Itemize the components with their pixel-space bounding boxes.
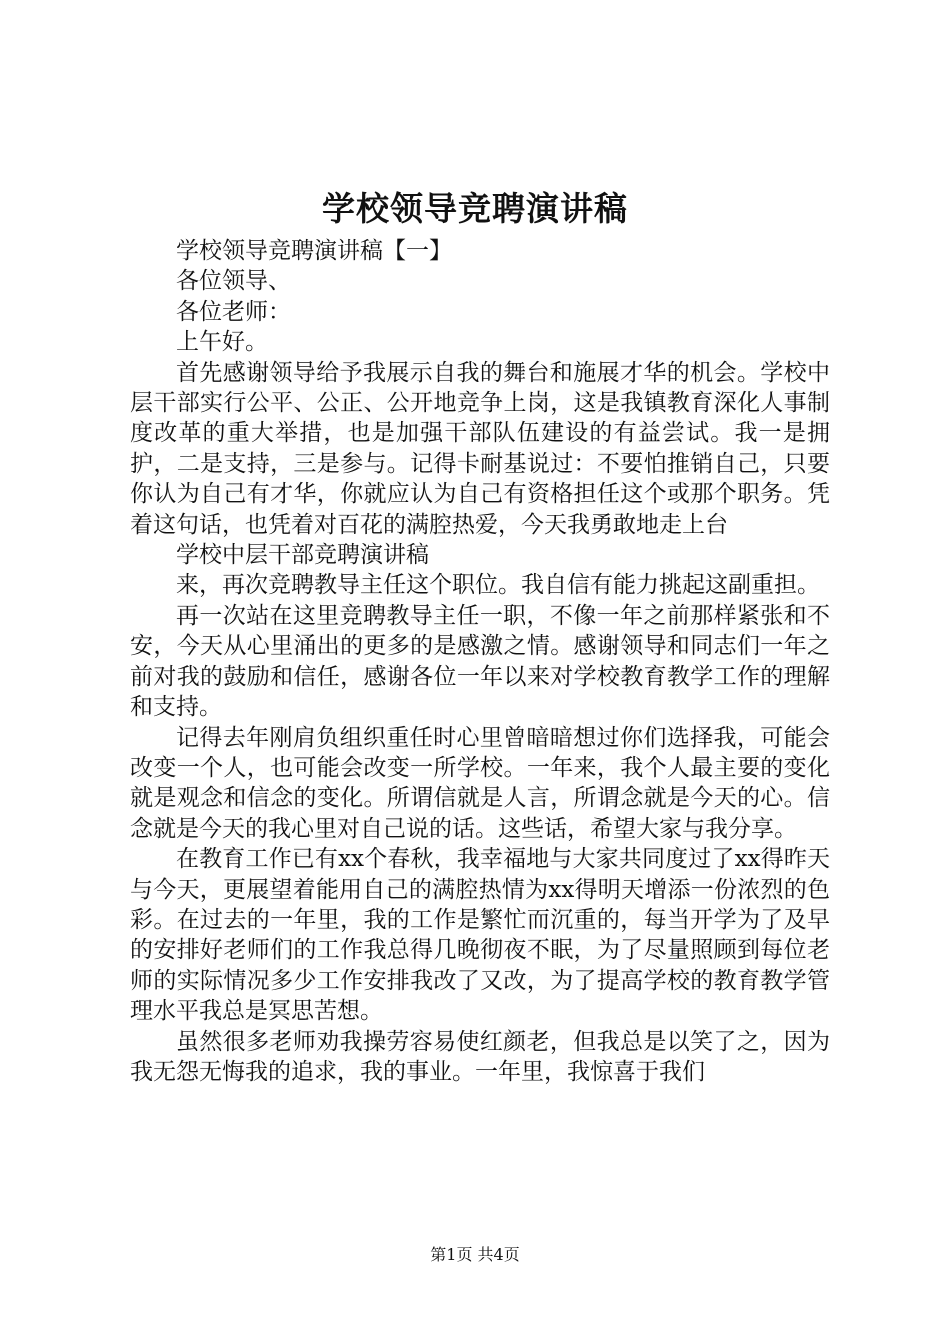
paragraph: 记得去年刚肩负组织重任时心里曾暗暗想过你们选择我，可能会改变一个人，也可能会改变一所学校。一年来，我个人最主要的变化就是观念和信念的变化。所谓信就是人言，所谓念就是今天的心。信念就是今天的我心里对自己说的话。这些话，希望大家与我分享。 xyxy=(130,724,830,842)
paragraph: 来，再次竞聘教导主任这个职位。我自信有能力挑起这副重担。 xyxy=(176,572,820,599)
page-footer: 第1页 共4页 xyxy=(430,1245,520,1264)
paragraph: 各位领导、 xyxy=(176,268,291,295)
document-body xyxy=(130,236,830,1087)
document-title: 学校领导竞聘演讲稿 xyxy=(322,189,628,228)
paragraph: 在教育工作已有xx个春秋，我幸福地与大家共同度过了xx得昨天与今天，更展望着能用自己的满腔热情为xx得明天增添一份浓烈的色彩。在过去的一年里，我的工作是繁忙而沉重的，每当开学为了及早的安排好老师们的工作我总得几晚彻夜不眠，为了尽量照顾到每位老师的实际情况多少工作安排我改了又改，为了提高学校的教育教学管理水平我总是冥思苦想。 xyxy=(130,846,830,1025)
paragraph: 学校领导竞聘演讲稿【一】 xyxy=(176,238,452,264)
paragraph: 各位老师： xyxy=(176,298,291,325)
paragraph: 再一次站在这里竞聘教导主任一职，不像一年之前那样紧张和不安，今天从心里涌出的更多的是感激之情。感谢领导和同志们一年之前对我的鼓励和信任，感谢各位一年以来对学校教育教学工作的理解和支持。 xyxy=(130,602,830,721)
paragraph: 学校中层干部竞聘演讲稿 xyxy=(176,542,429,569)
paragraph: 虽然很多老师劝我操劳容易使红颜老，但我总是以笑了之，因为我无怨无悔我的追求，我的事业。一年里，我惊喜于我们 xyxy=(130,1028,830,1085)
paragraph: 首先感谢领导给予我展示自我的舞台和施展才华的机会。学校中层干部实行公平、公正、公开地竞争上岗，这是我镇教育深化人事制度改革的重大举措，也是加强干部队伍建设的有益尝试。我一是拥护，二是支持，三是参与。记得卡耐基说过：不要怕推销自己，只要你认为自己有才华，你就应认为自己有资格担任这个或那个职务。凭着这句话，也凭着对百花的满腔热爱，今天我勇敢地走上台 xyxy=(130,359,830,538)
paragraph: 上午好。 xyxy=(176,329,268,356)
